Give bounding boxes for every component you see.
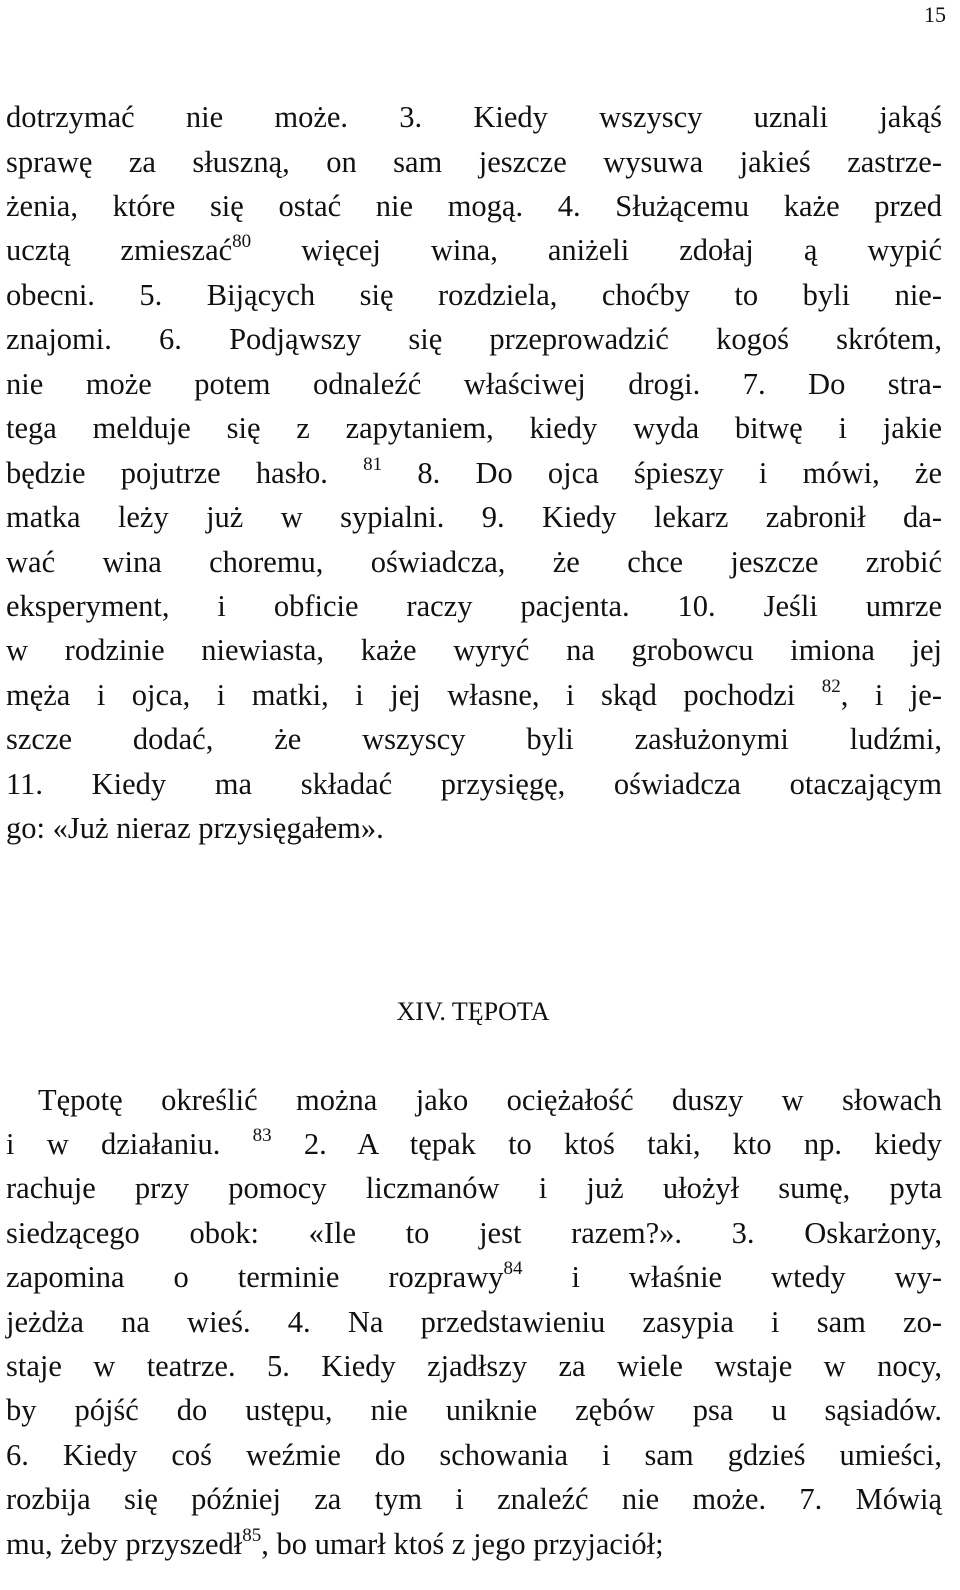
text-line: eksperyment, i obficie raczy pacjenta. 10. Jeśli umrze bbox=[6, 589, 942, 623]
text-line: obecni. 5. Bijących się rozdziela, choćby to byli nie- bbox=[6, 278, 942, 312]
text-segment: mu, żeby przyszedł bbox=[6, 1527, 243, 1561]
text-segment: 8. Do ojca śpieszy i mówi, że bbox=[382, 456, 942, 490]
footnote-ref-82: 82 bbox=[821, 675, 841, 697]
text-line bbox=[6, 675, 942, 715]
text-line: 6. Kiedy coś weźmie do schowania i sam gdzieś umieści, bbox=[6, 1438, 942, 1472]
page-number: 15 bbox=[924, 2, 946, 27]
text-segment: będzie pojutrze hasło. bbox=[6, 456, 364, 490]
footnote-ref-84: 84 bbox=[503, 1257, 523, 1279]
text-line: rachuje przy pomocy liczmanów i już ułożył sumę, pyta bbox=[6, 1171, 942, 1205]
text-line: tega melduje się z zapytaniem, kiedy wyda bitwę i jakie bbox=[6, 411, 942, 445]
text-line: matka leży już w sypialni. 9. Kiedy lekarz zabronił da- bbox=[6, 500, 942, 534]
text-segment: i właśnie wtedy wy- bbox=[522, 1260, 942, 1294]
text-segment: zapomina o terminie rozprawy bbox=[6, 1260, 504, 1294]
text-line: 11. Kiedy ma składać przysięgę, oświadcza otaczającym bbox=[6, 767, 942, 801]
text-segment: męża i ojca, i matki, i jej własne, i skąd pochodzi bbox=[6, 678, 822, 712]
text-line: rozbija się później za tym i znaleźć nie może. 7. Mówią bbox=[6, 1482, 942, 1516]
text-segment: ucztą zmieszać bbox=[6, 233, 233, 267]
text-line bbox=[6, 1524, 942, 1564]
text-line: by pójść do ustępu, nie uniknie zębów psa u sąsiadów. bbox=[6, 1393, 942, 1427]
text-line: go: «Już nieraz przysięgałem». bbox=[6, 811, 384, 845]
text-line: staje w teatrze. 5. Kiedy zjadłszy za wiele wstaje w nocy, bbox=[6, 1349, 942, 1383]
chapter-heading: XIV. TĘPOTA bbox=[396, 997, 550, 1026]
text-segment: , i je- bbox=[840, 678, 942, 712]
text-line: dotrzymać nie może. 3. Kiedy wszyscy uznali jakąś bbox=[6, 100, 942, 134]
text-line: siedzącego obok: «Ile to jest razem?». 3. Oskarżony, bbox=[6, 1216, 942, 1250]
text-segment: 2. A tępak to ktoś taki, kto np. kiedy bbox=[271, 1127, 942, 1161]
text-line: wać wina choremu, oświadcza, że chce jeszcze zrobić bbox=[6, 545, 942, 579]
text-line: szcze dodać, że wszyscy byli zasłużonymi ludźmi, bbox=[6, 722, 942, 756]
text-segment: , bo umarł ktoś z jego przyjaciół; bbox=[261, 1527, 664, 1561]
text-line: Tępotę określić można jako ociężałość duszy w słowach bbox=[38, 1083, 942, 1117]
text-line: żenia, które się ostać nie mogą. 4. Służącemu każe przed bbox=[6, 189, 942, 223]
text-line: nie może potem odnaleźć właściwej drogi. 7. Do stra- bbox=[6, 367, 942, 401]
text-line: w rodzinie niewiasta, każe wyryć na grobowcu imiona jej bbox=[6, 633, 942, 667]
text-segment: i w działaniu. bbox=[6, 1127, 253, 1161]
text-line: znajomi. 6. Podjąwszy się przeprowadzić kogoś skrótem, bbox=[6, 322, 942, 356]
text-line: sprawę za słuszną, on sam jeszcze wysuwa jakieś zastrze- bbox=[6, 145, 942, 179]
text-line: jeżdża na wieś. 4. Na przedstawieniu zasypia i sam zo- bbox=[6, 1305, 942, 1339]
text-line bbox=[6, 453, 942, 493]
footnote-ref-81: 81 bbox=[363, 453, 383, 475]
text-line bbox=[6, 230, 942, 270]
footnote-ref-85: 85 bbox=[242, 1524, 262, 1546]
text-line bbox=[6, 1257, 942, 1297]
footnote-ref-80: 80 bbox=[232, 230, 252, 252]
text-segment: więcej wina, aniżeli zdołaj ą wypić bbox=[251, 233, 942, 267]
footnote-ref-83: 83 bbox=[252, 1124, 272, 1146]
text-line bbox=[6, 1124, 942, 1164]
